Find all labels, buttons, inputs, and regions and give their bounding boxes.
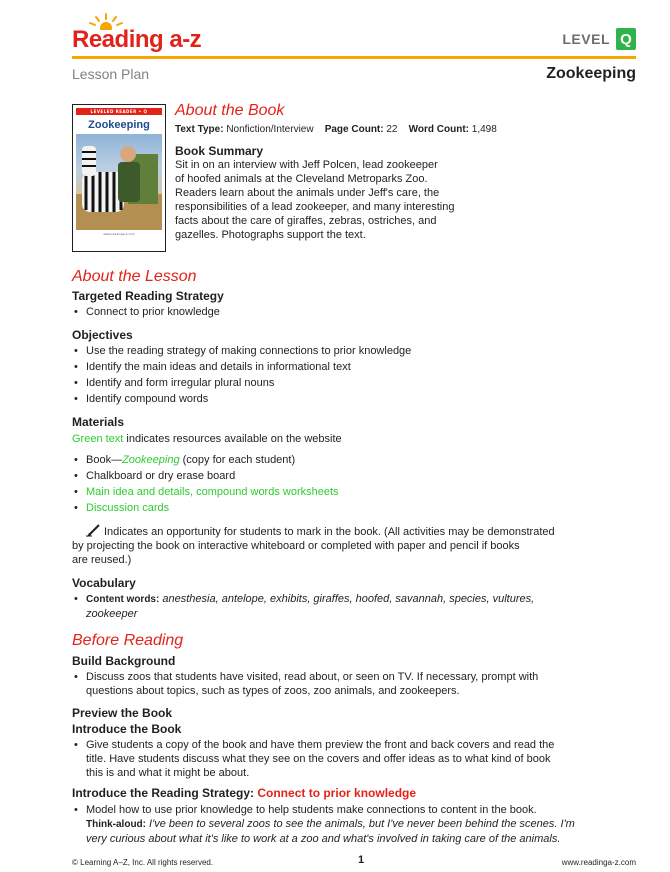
model-line: Model how to use prior knowledge to help students make connections to content in the book. (86, 804, 537, 816)
intro-line: this is and what it might be about. (86, 767, 250, 779)
preview-book-heading: Preview the Book (72, 706, 173, 720)
pencil-note-line (72, 523, 632, 539)
materials-note (72, 432, 342, 446)
level-indicator (562, 28, 636, 50)
pencil-note-line: by projecting the book on interactive whiteboard or completed with paper and pencil if books (72, 540, 520, 552)
word-count-value: 1,498 (471, 124, 497, 135)
cover-credit: www.readinga-z.com (103, 232, 135, 236)
summary-line: gazelles. Photographs support the text. (175, 229, 366, 241)
introduce-strategy-heading (72, 786, 416, 800)
cover-photo (76, 134, 162, 230)
summary-line: of hoofed animals at the Cleveland Metroparks Zoo. (175, 173, 428, 185)
summary-line: Readers learn about the animals under Jeff's care, the (175, 187, 440, 199)
vocab-words: anesthesia, antelope, exhibits, giraffes, hoofed, savannah, species, vultures, (162, 593, 535, 605)
intro-line: Give students a copy of the book and have them preview the front and back covers and read the (86, 739, 555, 751)
book-summary (175, 158, 505, 242)
lesson-plan-label: Lesson Plan (72, 66, 150, 82)
think-aloud-text-cont: very curious about what it's like to work at a zoo and what's involved in taking care of the animals. (86, 833, 561, 845)
word-count-label: Word Count: (408, 124, 469, 135)
list-item: • Connect to prior knowledge (72, 304, 220, 320)
green-text-label: Green text (72, 433, 124, 445)
introduce-strategy-label: Introduce the Reading Strategy: (72, 786, 258, 800)
materials-heading: Materials (72, 415, 125, 429)
pencil-icon (86, 523, 102, 537)
page-count-label: Page Count: (324, 124, 384, 135)
list-item (72, 738, 632, 780)
list-item: • Use the reading strategy of making connections to prior knowledge (72, 343, 411, 359)
vocabulary-heading: Vocabulary (72, 576, 136, 590)
discussion-cards-link[interactable]: Discussion cards (86, 502, 170, 514)
list-item: • Identify compound words (72, 391, 411, 407)
book-meta (175, 124, 497, 135)
summary-line: facts about the care of giraffes, zebras, ostriches, and (175, 215, 437, 227)
think-aloud-text: I've been to several zoos to see the animals, but I've never been behind the scenes. I'm (146, 818, 575, 830)
about-book-heading: About the Book (175, 102, 285, 119)
list-item: • Chalkboard or dry erase board (72, 468, 339, 484)
strategy-model-list (72, 803, 632, 846)
pencil-note-text: Indicates an opportunity for students to mark in the book. (All activities may be demonstrated (104, 526, 555, 538)
list-item (72, 803, 632, 846)
pencil-note-line: are reused.) (72, 554, 132, 566)
book-cover-image (72, 104, 166, 252)
reading-az-logo[interactable] (72, 12, 202, 54)
list-item (72, 484, 339, 500)
list-item (72, 592, 632, 621)
text-type-label: Text Type: (175, 124, 224, 135)
vocabulary-list (72, 592, 632, 621)
introduce-book-list (72, 738, 632, 780)
think-aloud-label: Think-aloud: (86, 819, 146, 830)
introduce-book-heading: Introduce the Book (72, 722, 182, 736)
vocab-label: Content words: (86, 594, 160, 605)
summary-heading: Book Summary (175, 144, 264, 158)
footer-page-number: 1 (358, 854, 365, 866)
build-background-heading: Build Background (72, 654, 176, 668)
cover-title: Zookeeping (88, 119, 150, 131)
about-lesson-heading: About the Lesson (72, 268, 197, 285)
level-label: LEVEL (562, 31, 610, 47)
zebra-keeper-photo-icon (76, 134, 162, 230)
materials-list (72, 452, 339, 516)
list-item (72, 452, 339, 468)
summary-line: Sit in on an interview with Jeff Polcen, lead zookeeper (175, 159, 438, 171)
text-type-value: Nonfiction/Interview (226, 124, 314, 135)
intro-line: title. Have students discuss what they see on the covers and offer ideas as to what kind of book (86, 753, 551, 765)
strategy-list (72, 304, 220, 320)
list-item: • Identify the main ideas and details in informational text (72, 359, 411, 375)
logo-text: Reading a-z (72, 26, 202, 53)
summary-line: responsibilities of a lead zookeeper, and many interesting (175, 201, 455, 213)
objectives-list (72, 343, 411, 407)
list-item: • Identify and form irregular plural nouns (72, 375, 411, 391)
objectives-heading: Objectives (72, 328, 133, 342)
build-background-list (72, 670, 632, 698)
list-item (72, 670, 632, 698)
cover-series-band: LEVELED READER • Q (76, 108, 162, 115)
page-title: Zookeeping (546, 65, 636, 82)
header-divider (72, 56, 636, 59)
materials-note-text: indicates resources available on the website (123, 433, 342, 445)
before-reading-heading: Before Reading (72, 632, 184, 649)
pencil-note (72, 523, 632, 567)
footer-copyright: © Learning A–Z, Inc. All rights reserved. (72, 858, 214, 867)
list-item (72, 500, 339, 516)
level-badge: Q (616, 28, 636, 50)
build-line: Discuss zoos that students have visited, read about, or seen on TV. If necessary, prompt with (86, 671, 539, 683)
worksheets-link[interactable]: Main idea and details, compound words worksheets (86, 486, 339, 498)
book-suffix: (copy for each student) (179, 454, 296, 466)
page-count-value: 22 (386, 124, 398, 135)
introduce-strategy-value: Connect to prior knowledge (257, 786, 417, 800)
book-link[interactable]: Zookeeping (122, 454, 180, 466)
strategy-heading: Targeted Reading Strategy (72, 289, 224, 303)
footer-website[interactable]: www.readinga-z.com (561, 858, 636, 867)
build-line: questions about topics, such as types of zoos, zoo animals, and zookeepers. (86, 685, 460, 697)
vocab-words-cont: zookeeper (86, 608, 138, 620)
book-prefix: Book— (86, 454, 123, 466)
